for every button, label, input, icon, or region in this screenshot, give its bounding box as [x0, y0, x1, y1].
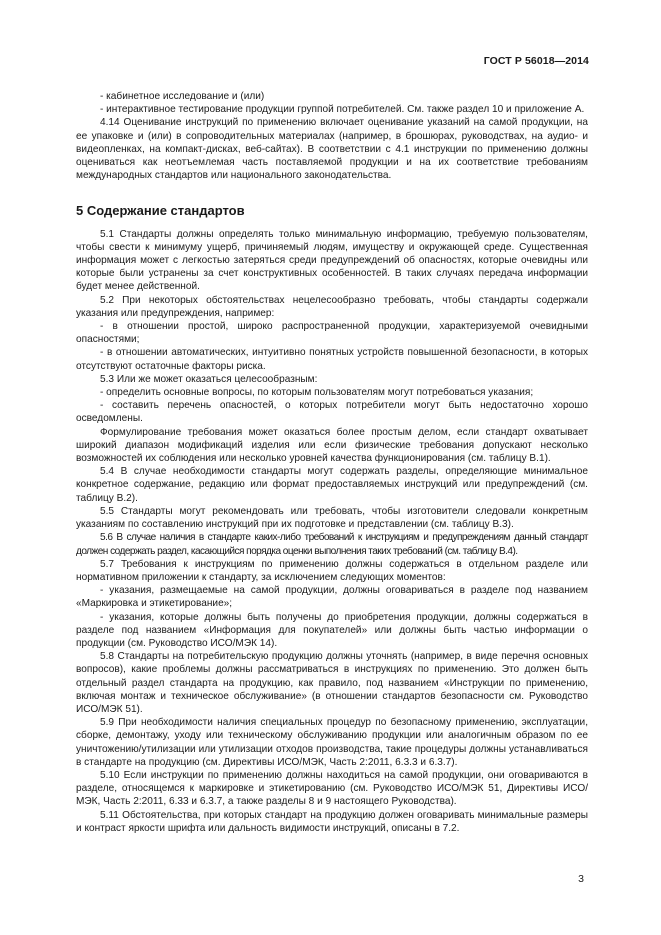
paragraph-5-5: 5.5 Стандарты могут рекомендовать или требовать, чтобы изготовители следовали конкретным указаниям по составлению инструкций при их подготовке и представлении (см. таблицу В.3).	[76, 505, 588, 531]
paragraph-5-2: 5.2 При некоторых обстоятельствах нецелесообразно требовать, чтобы стандарты содержали указания или предупреждения, например:	[76, 294, 588, 319]
list-item-hazard-list: - составить перечень опасностей, о которых потребители могут быть недостаточно хорошо осведомлены.	[76, 400, 588, 425]
document-code-header: ГОСТ Р 56018—2014	[483, 55, 589, 67]
list-item-marking-labelling: - указания, размещаемые на самой продукции, должны оговариваться в разделе под названием «Маркировка и этикетирование»;	[76, 585, 588, 610]
paragraph-5-10: 5.10 Если инструкции по применению должны находиться на самой продукции, они оговариваются в разделе, относящемся к маркировке и этикетированию (см. Руководство ИСО/МЭК 51, Директивы ИСО/МЭК, Часть 2:2011, 6.33 и 6.3.7, а также разделы 8 и 9 настоящего Руководства).	[76, 769, 588, 808]
paragraph-5-11: 5.11 Обстоятельства, при которых стандарт на продукцию должен оговаривать минимальные размеры и контраст яркости шрифта или дальность видимости инструкций, описаны в 7.2.	[76, 809, 588, 834]
paragraph-5-8: 5.8 Стандарты на потребительскую продукцию должны уточнять (например, в виде перечня основных вопросов), какие проблемы должны рассматриваться в инструкциях по применению. Это должен быть отдельный раздел стандарта на продукцию, как правило, под названием «Инструкции по применению, включая монтаж и техническое обслуживание» (в отношении стандартов безопасности см. Руководство ИСО/МЭК 51).	[76, 651, 588, 715]
paragraph-4-14: 4.14 Оценивание инструкций по применению включает оценивание указаний на самой продукции, на ее упаковке и (или) в сопроводительных материалах (например, в брошюрах, руководствах, на аудио- и видеопленках, на компакт-дисках, веб-сайтах). В соответствии с 4.1 инструкции по применению должны оцениваться как неотъемлемая часть поставляемой продукции и на их соответствие требованиям международных стандартов или национального законодательства.	[76, 117, 588, 182]
paragraph-5-1: 5.1 Стандарты должны определять только минимальную информацию, требуемую пользователям, чтобы свести к минимуму ущерб, причиняемый людям, имуществу и окружающей среде. Существенная информация может с легкостью затеряться среди предупреждений об опасностях, которые очевидны или которые были устранены за счет конструктивных особенностей. В таких случаях передача информации будет менее действенной.	[76, 228, 588, 293]
paragraph-5-9: 5.9 При необходимости наличия специальных процедур по безопасному применению, эксплуатации, сборке, демонтажу, уходу или техническому обслуживанию продукции или аналогичным образом по ее уничтожению/утилизации или утилизации отходов производства, такие процедуры должны устанавливаться в стандарте на продукцию (см. Директивы ИСО/МЭК, Часть 2:2011, 6.3.3 и 6.3.7).	[76, 717, 588, 768]
document-body	[76, 90, 588, 835]
list-item-basic-questions: - определить основные вопросы, по которым пользователям могут потребоваться указания;	[100, 387, 534, 399]
paragraph-5-3: 5.3 Или же может оказаться целесообразным:	[100, 373, 318, 385]
list-item-simple-products: - в отношении простой, широко распространенной продукции, характеризуемой очевидными опасностями;	[76, 321, 588, 346]
paragraph-requirement-formulation: Формулирование требования может оказаться более простым делом, если стандарт охватывает широкий диапазон модификаций изделия или если физические требования допускают несколько возможностей их соблюдения или несколько уровней качества функционирования (см. таблицу В.1).	[76, 426, 588, 465]
paragraph-5-4: 5.4 В случае необходимости стандарты могут содержать разделы, определяющие минимальное конкретное содержание, редакцию или формат предоставляемых инструкций или предупреждений (см. таблицу В.2).	[76, 466, 588, 504]
page-number: 3	[578, 873, 584, 885]
paragraph-5-7: 5.7 Требования к инструкциям по применению должны содержаться в отдельном разделе или нормативном приложении к стандарту, за исключением следующих моментов:	[76, 558, 588, 583]
paragraph-5-6: 5.6 В случае наличия в стандарте каких-либо требований к инструкциям и предупреждениям данный стандарт должен содержать раздел, касающийся порядка оценки выполнения таких требований (см. таблицу В.4).	[76, 532, 588, 557]
list-item-desk-study: - кабинетное исследование и (или)	[100, 91, 265, 102]
list-item-interactive-testing: - интерактивное тестирование продукции группой потребителей. См. также раздел 10 и приложение А.	[100, 104, 585, 116]
list-item-buyer-information: - указания, которые должны быть получены до приобретения продукции, должны содержаться в разделе под названием «Информация для покупателей» или должны быть частью информации о продукции (см. Руководство ИСО/МЭК 14).	[76, 611, 588, 649]
section-title-5: 5 Содержание стандартов	[76, 203, 245, 219]
list-item-automatic-devices: - в отношении автоматических, интуитивно понятных устройств повышенной безопасности, в которых отсутствуют остаточные факторы риска.	[76, 347, 588, 372]
